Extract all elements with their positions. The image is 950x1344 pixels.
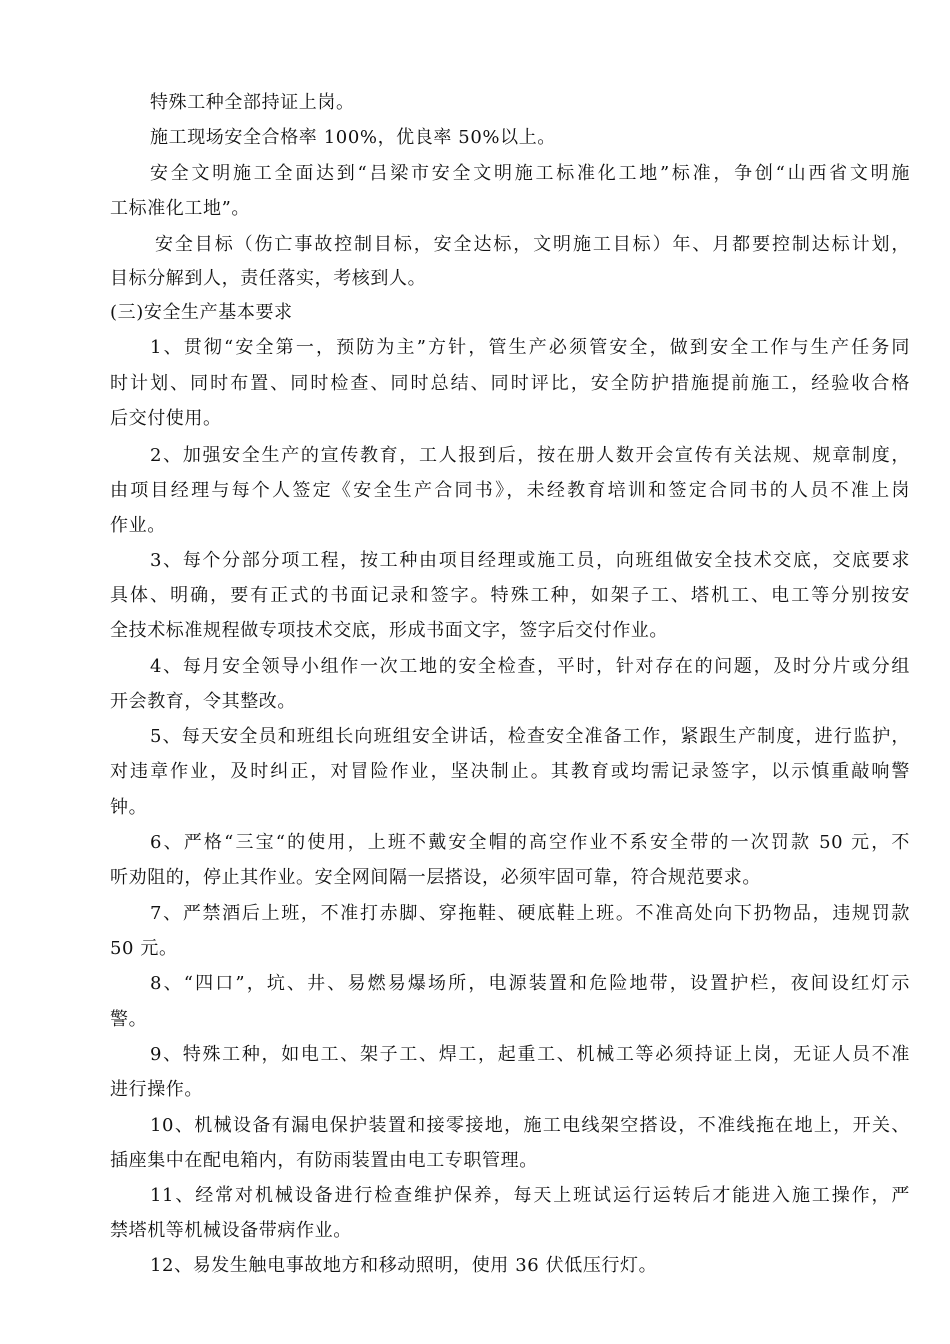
text-line: 具体、明确，要有正式的书面记录和签字。特殊工种，如架子工、塔机工、电工等分别按安 xyxy=(110,585,910,606)
text-line: 由项目经理与每个人签定《安全生产合同书》，未经教育培训和签定合同书的人员不准上岗 xyxy=(110,480,910,501)
text-line: 4、每月安全领导小组作一次工地的安全检查，平时，针对存在的问题，及时分片或分组 xyxy=(150,656,910,677)
text-line: 作业。 xyxy=(110,515,166,536)
text-line: 后交付使用。 xyxy=(110,408,222,429)
text-line: 12、易发生触电事故地方和移动照明，使用 36 伏低压行灯。 xyxy=(150,1255,658,1276)
text-line: 插座集中在配电箱内，有防雨装置由电工专职管理。 xyxy=(110,1150,538,1171)
text-line: 2、加强安全生产的宣传教育，工人报到后，按在册人数开会宣传有关法规、规章制度， xyxy=(150,445,910,466)
section-heading: (三)安全生产基本要求 xyxy=(110,302,293,323)
text-line: 进行操作。 xyxy=(110,1079,203,1100)
text-line: 50 元。 xyxy=(110,938,178,959)
text-line: 特殊工种全部持证上岗。 xyxy=(150,92,355,113)
text-line: 11、经常对机械设备进行检查维护保养，每天上班试运行运转后才能进入施工操作，严 xyxy=(150,1185,910,1206)
text-line: 警。 xyxy=(110,1009,148,1030)
text-line: 施工现场安全合格率 100%，优良率 50%以上。 xyxy=(150,127,556,148)
text-line: 5、每天安全员和班组长向班组安全讲话，检查安全准备工作，紧跟生产制度，进行监护， xyxy=(150,726,910,747)
text-line: 对违章作业，及时纠正，对冒险作业，坚决制止。其教育或均需记录签字，以示慎重敲响警 xyxy=(110,761,910,782)
text-line: 10、机械设备有漏电保护装置和接零接地，施工电线架空搭设，不准线拖在地上，开关、 xyxy=(150,1115,910,1136)
text-line: 听劝阻的，停止其作业。安全网间隔一层搭设，必须牢固可靠，符合规范要求。 xyxy=(110,867,761,888)
text-line: 开会教育，令其整改。 xyxy=(110,691,296,712)
text-line: 工标准化工地”。 xyxy=(110,198,251,219)
text-line: 全技术标准规程做专项技术交底，形成书面文字，签字后交付作业。 xyxy=(110,620,668,641)
text-line: 安全目标（伤亡事故控制目标，安全达标，文明施工目标）年、月都要控制达标计划， xyxy=(155,234,910,255)
text-line: 1、贯彻“安全第一，预防为主”方针，管生产必须管安全，做到安全工作与生产任务同 xyxy=(150,337,910,358)
text-line: 6、严格“三宝“的使用，上班不戴安全帽的高空作业不系安全带的一次罚款 50 元，不 xyxy=(150,832,910,853)
text-line: 安全文明施工全面达到“吕梁市安全文明施工标准化工地”标准，争创“山西省文明施 xyxy=(150,163,910,184)
text-line: 时计划、同时布置、同时检查、同时总结、同时评比，安全防护措施提前施工，经验收合格 xyxy=(110,373,910,394)
text-line: 7、严禁酒后上班，不准打赤脚、穿拖鞋、硬底鞋上班。不准高处向下扔物品，违规罚款 xyxy=(150,903,910,924)
text-line: 3、每个分部分项工程，按工种由项目经理或施工员，向班组做安全技术交底，交底要求 xyxy=(150,550,910,571)
text-line: 禁塔机等机械设备带病作业。 xyxy=(110,1220,352,1241)
text-line: 9、特殊工种，如电工、架子工、焊工，起重工、机械工等必须持证上岗，无证人员不准 xyxy=(150,1044,910,1065)
text-line: 钟。 xyxy=(110,797,148,818)
text-line: 目标分解到人，责任落实，考核到人。 xyxy=(110,268,427,289)
text-line: 8、“四口”，坑、井、易燃易爆场所，电源装置和危险地带，设置护栏，夜间设红灯示 xyxy=(150,973,910,994)
